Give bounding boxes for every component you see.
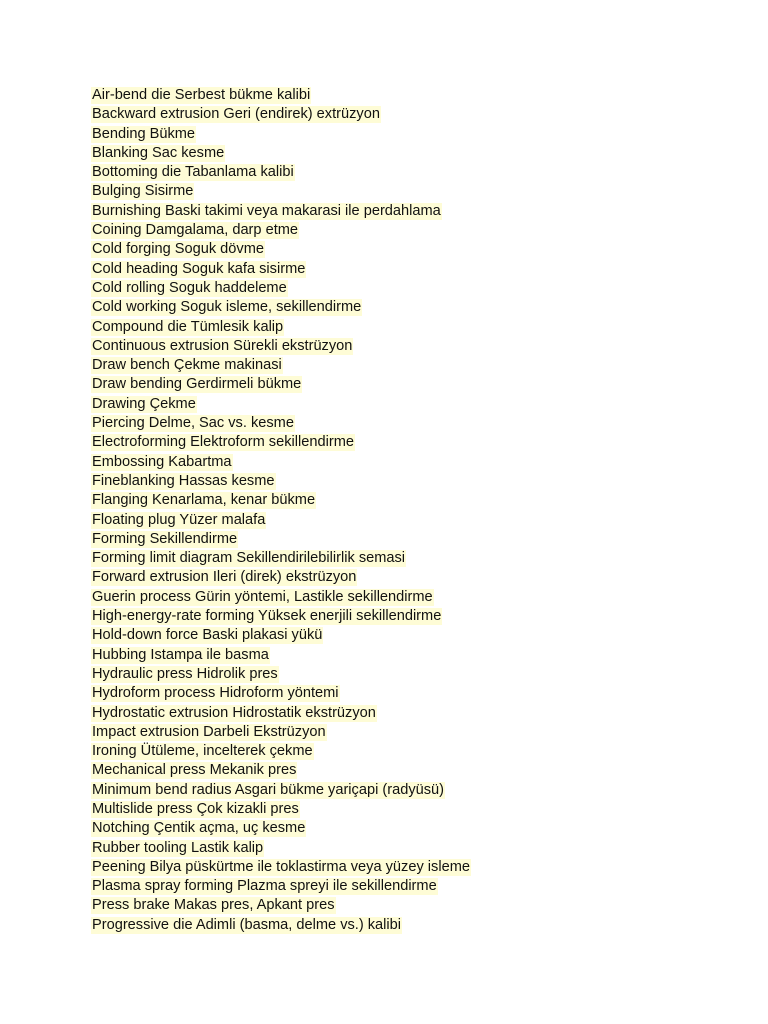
highlighted-term-text: Forming Sekillendirme	[92, 530, 238, 547]
highlighted-term-text: Air-bend die Serbest bükme kalibi	[92, 87, 311, 103]
glossary-line	[91, 394, 471, 413]
glossary-line	[91, 510, 471, 529]
highlighted-term-text: Flanging Kenarlama, kenar bükme	[92, 492, 316, 509]
glossary-line	[91, 297, 471, 316]
highlighted-term-text: Hubbing Istampa ile basma	[92, 646, 269, 663]
glossary-line	[91, 760, 471, 779]
highlighted-term-text: Embossing Kabartma	[92, 453, 232, 470]
highlighted-term-text: Rubber tooling Lastik kalip	[92, 839, 264, 856]
highlighted-term-text: Cold heading Soguk kafa sisirme	[92, 260, 306, 277]
glossary-line	[91, 85, 471, 104]
highlighted-term-text: Draw bench Çekme makinasi	[92, 357, 282, 374]
glossary-line	[91, 799, 471, 818]
glossary-line	[91, 895, 471, 914]
highlighted-term-text: Guerin process Gürin yöntemi, Lastikle sekillendirme	[92, 588, 433, 605]
glossary-line	[91, 857, 471, 876]
glossary-line	[91, 336, 471, 355]
glossary-line	[91, 278, 471, 297]
glossary-line	[91, 645, 471, 664]
glossary-line	[91, 529, 471, 548]
glossary-line	[91, 741, 471, 760]
highlighted-term-text: Fineblanking Hassas kesme	[92, 472, 275, 489]
highlighted-term-text: Notching Çentik açma, uç kesme	[92, 820, 306, 837]
highlighted-term-text: Cold rolling Soguk haddeleme	[92, 279, 287, 296]
glossary-line	[91, 664, 471, 683]
glossary-line	[91, 162, 471, 181]
glossary-line	[91, 452, 471, 471]
highlighted-term-text: Cold forging Soguk dövme	[92, 241, 264, 258]
glossary-line	[91, 683, 471, 702]
highlighted-term-text: Forward extrusion Ileri (direk) ekstrüzyon	[92, 569, 357, 586]
glossary-line	[91, 471, 471, 490]
glossary-line	[91, 490, 471, 509]
glossary-line	[91, 567, 471, 586]
glossary-line	[91, 876, 471, 895]
glossary-line	[91, 818, 471, 837]
highlighted-term-text: Minimum bend radius Asgari bükme yariçapi (radyüsü)	[92, 781, 445, 798]
highlighted-term-text: Backward extrusion Geri (endirek) extrüzyon	[92, 106, 380, 123]
glossary-line	[91, 413, 471, 432]
highlighted-term-text: Press brake Makas pres, Apkant pres	[92, 897, 335, 914]
glossary-term-list	[91, 85, 471, 934]
highlighted-term-text: Hydrostatic extrusion Hidrostatik ekstrüzyon	[92, 704, 376, 721]
glossary-line	[91, 124, 471, 143]
glossary-line	[91, 838, 471, 857]
glossary-line	[91, 143, 471, 162]
highlighted-term-text: High-energy-rate forming Yüksek enerjili sekillendirme	[92, 608, 442, 625]
glossary-line	[91, 780, 471, 799]
glossary-line	[91, 703, 471, 722]
highlighted-term-text: Drawing Çekme	[92, 395, 196, 412]
highlighted-term-text: Burnishing Baski takimi veya makarasi ile perdahlama	[92, 202, 441, 219]
glossary-line	[91, 259, 471, 278]
highlighted-term-text: Electroforming Elektroform sekillendirme	[92, 434, 354, 451]
highlighted-term-text: Coining Damgalama, darp etme	[92, 222, 299, 239]
highlighted-term-text: Forming limit diagram Sekillendirilebilirlik semasi	[92, 550, 406, 567]
highlighted-term-text: Bending Bükme	[92, 125, 196, 142]
highlighted-term-text: Progressive die Adimli (basma, delme vs.) kalibi	[92, 916, 402, 933]
glossary-line	[91, 355, 471, 374]
glossary-line	[91, 548, 471, 567]
highlighted-term-text: Multislide press Çok kizakli pres	[92, 800, 299, 817]
highlighted-term-text: Continuous extrusion Sürekli ekstrüzyon	[92, 337, 353, 354]
glossary-line	[91, 915, 471, 934]
highlighted-term-text: Plasma spray forming Plazma spreyi ile sekillendirme	[92, 878, 437, 895]
highlighted-term-text: Bottoming die Tabanlama kalibi	[92, 164, 294, 181]
glossary-line	[91, 239, 471, 258]
highlighted-term-text: Draw bending Gerdirmeli bükme	[92, 376, 302, 393]
highlighted-term-text: Piercing Delme, Sac vs. kesme	[92, 415, 294, 432]
highlighted-term-text: Cold working Soguk isleme, sekillendirme	[92, 299, 362, 316]
highlighted-term-text: Floating plug Yüzer malafa	[92, 511, 266, 528]
glossary-line	[91, 374, 471, 393]
glossary-line	[91, 181, 471, 200]
glossary-line	[91, 722, 471, 741]
highlighted-term-text: Ironing Ütüleme, incelterek çekme	[92, 743, 313, 760]
highlighted-term-text: Impact extrusion Darbeli Ekstrüzyon	[92, 723, 326, 740]
highlighted-term-text: Blanking Sac kesme	[92, 144, 225, 161]
highlighted-term-text: Compound die Tümlesik kalip	[92, 318, 284, 335]
glossary-line	[91, 220, 471, 239]
glossary-line	[91, 201, 471, 220]
glossary-line	[91, 606, 471, 625]
glossary-line	[91, 104, 471, 123]
highlighted-term-text: Hold-down force Baski plakasi yükü	[92, 627, 323, 644]
highlighted-term-text: Bulging Sisirme	[92, 183, 194, 200]
glossary-line	[91, 317, 471, 336]
highlighted-term-text: Mechanical press Mekanik pres	[92, 762, 297, 779]
glossary-line	[91, 625, 471, 644]
highlighted-term-text: Peening Bilya püskürtme ile toklastirma veya yüzey isleme	[92, 858, 470, 875]
glossary-line	[91, 587, 471, 606]
highlighted-term-text: Hydraulic press Hidrolik pres	[92, 665, 278, 682]
glossary-line	[91, 432, 471, 451]
highlighted-term-text: Hydroform process Hidroform yöntemi	[92, 685, 339, 702]
